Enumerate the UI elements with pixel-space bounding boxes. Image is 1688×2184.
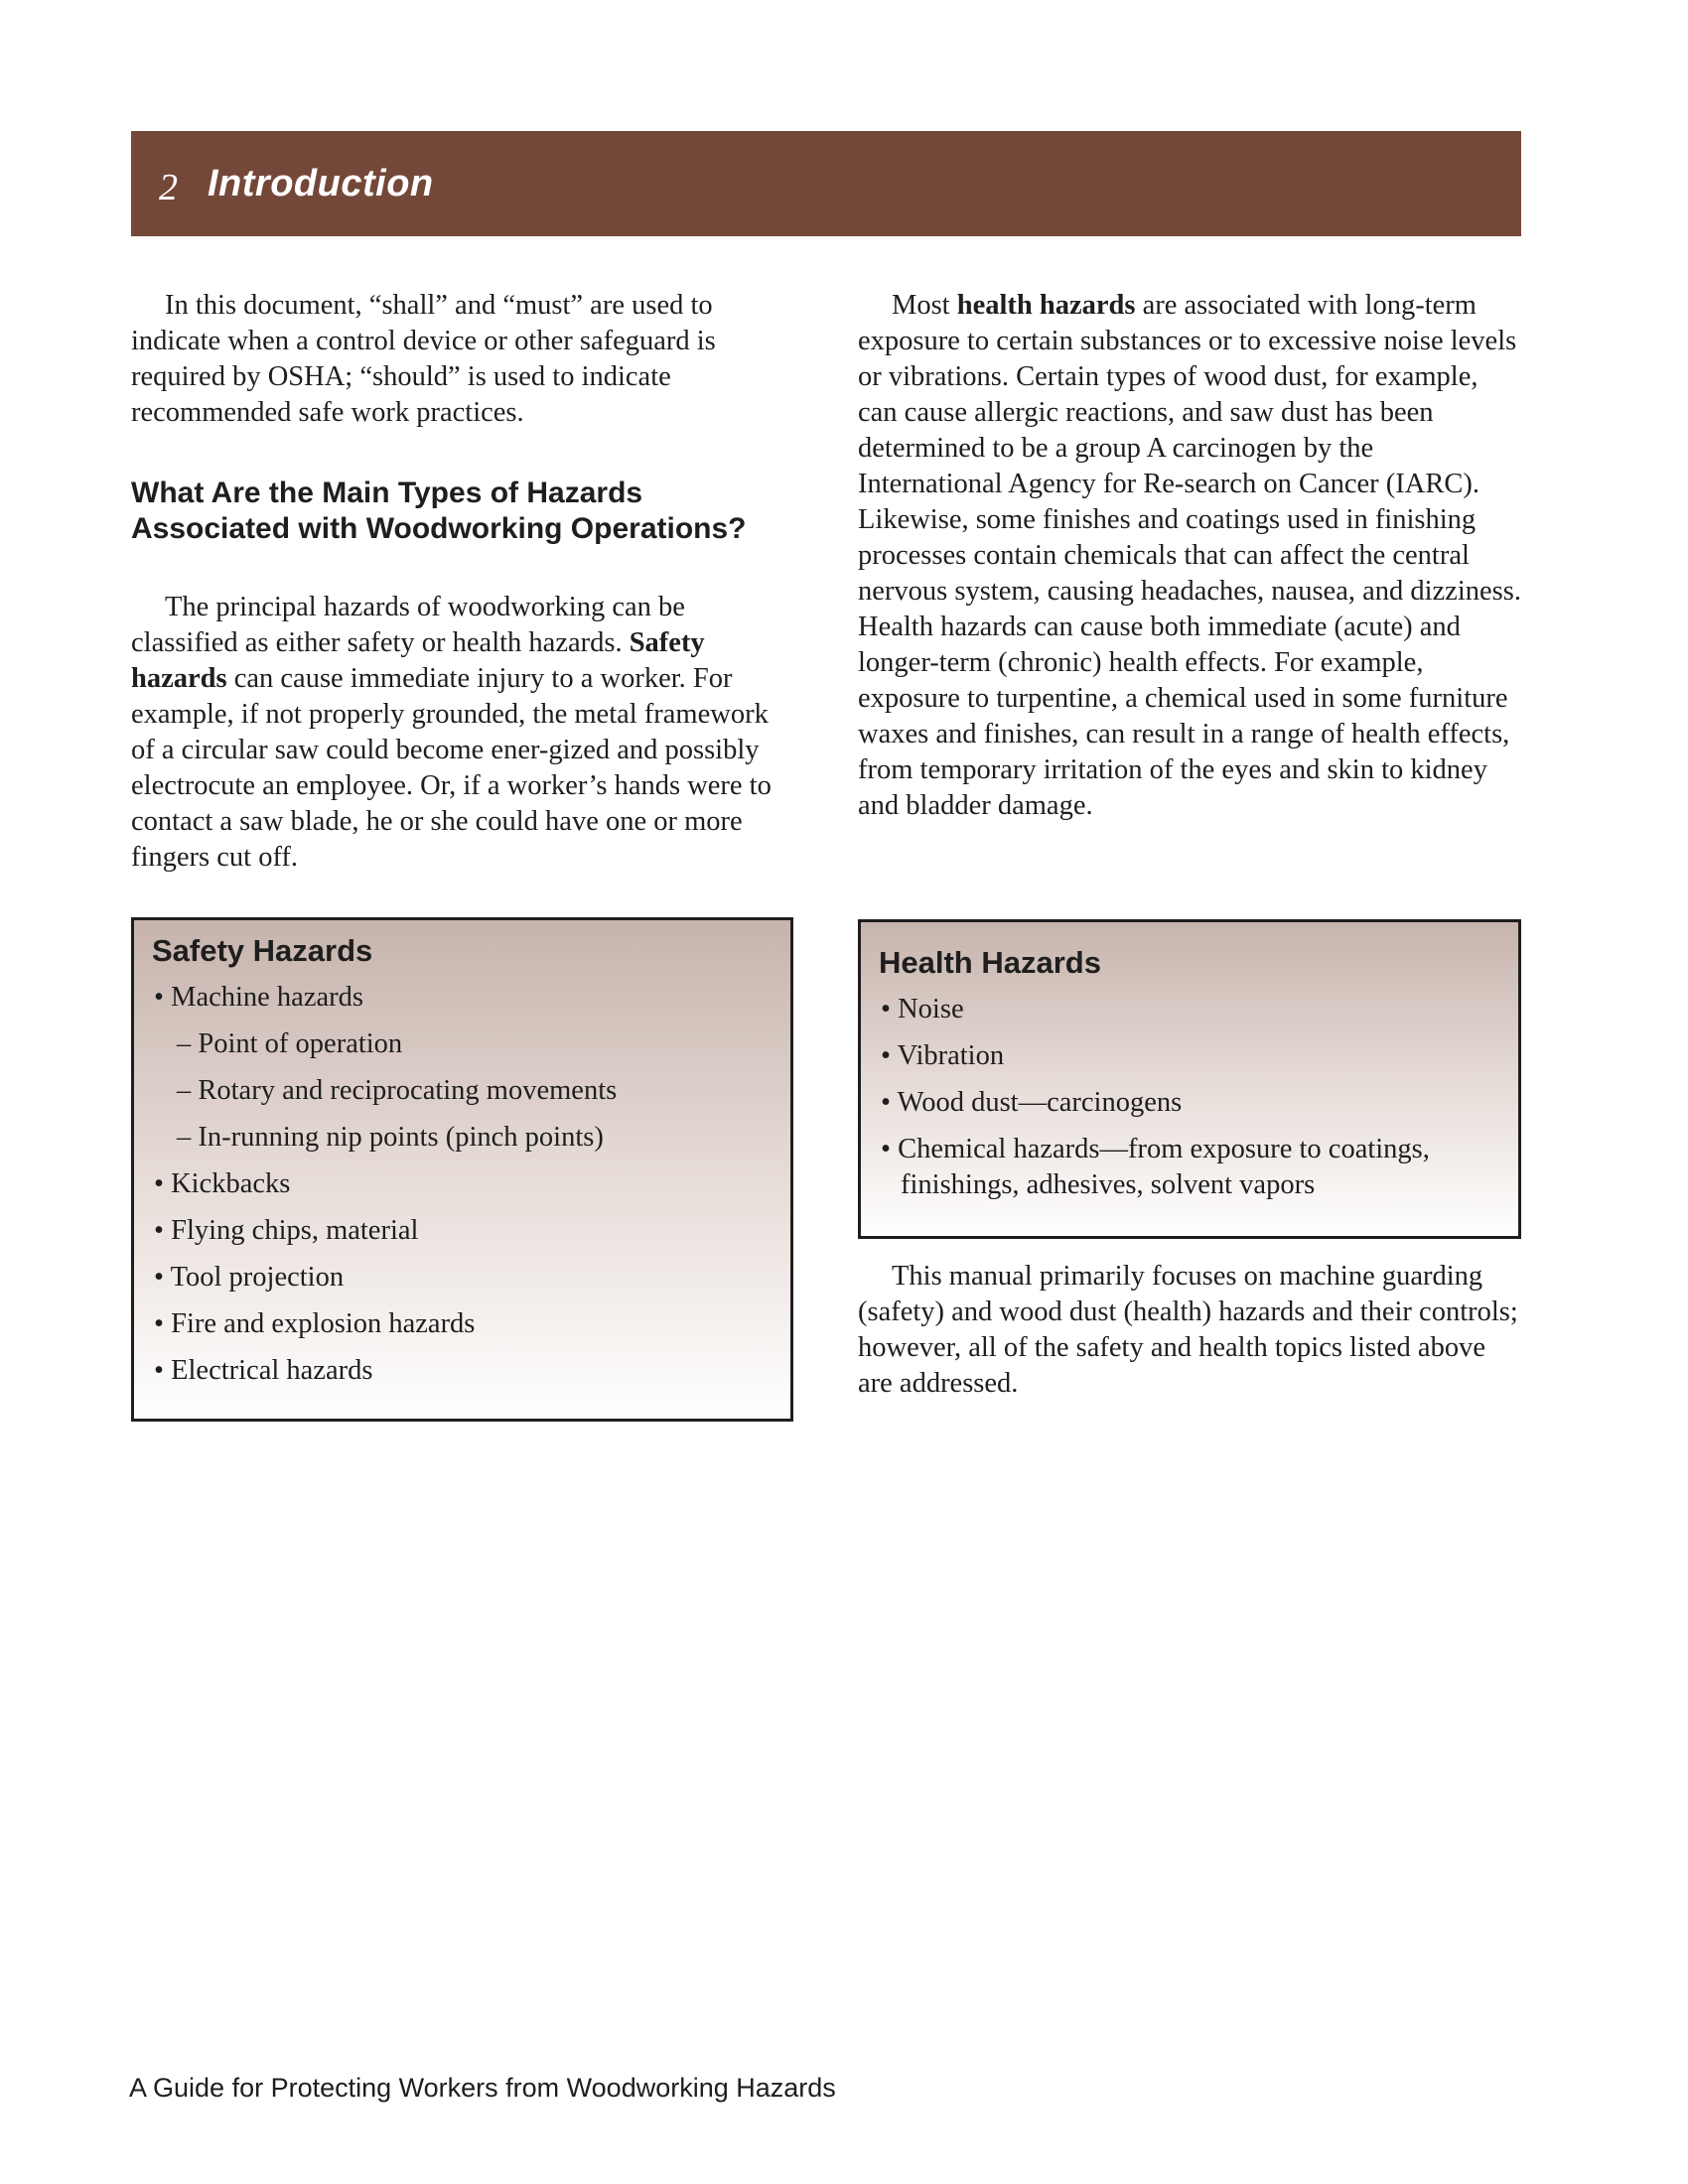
list-item: • Chemical hazards—from exposure to coatings, finishings, adhesives, solvent vapors	[881, 1134, 1430, 1200]
list-sub-item: – In-running nip points (pinch points)	[177, 1122, 604, 1153]
hazards-paragraph-text-2: can cause immediate injury to a worker. For example, if not properly grounded, the metal framework of a circular saw could become ener-gized and possibly electrocute an employee. Or, if a worker’s hands were to contact a saw blade, he or she could have one or more fingers cut off.	[131, 663, 772, 873]
list-item: • Vibration	[881, 1040, 1005, 1071]
closing-paragraph: This manual primarily focuses on machine guarding (safety) and wood dust (health) hazards and their controls; however, all of the safety and health topics listed above are addressed.	[858, 1261, 1518, 1399]
health-hazards-title: Health Hazards	[879, 945, 1101, 980]
list-item: • Wood dust—carcinogens	[881, 1087, 1183, 1118]
list-item: • Kickbacks	[154, 1168, 291, 1199]
section-title: Introduction	[208, 162, 434, 205]
health-hazards-list	[879, 992, 1500, 1203]
list-sub-item: – Point of operation	[177, 1028, 403, 1059]
health-hazards-term: health hazards	[956, 290, 1136, 321]
health-hazards-paragraph	[858, 288, 1521, 824]
left-column	[131, 288, 792, 876]
list-item: • Machine hazards	[154, 982, 363, 1013]
section-header-bar	[131, 131, 1521, 236]
hazard-types-subheading: What Are the Main Types of Hazards Associated with Woodworking Operations?	[131, 477, 747, 545]
health-paragraph-text-1: Most	[892, 290, 957, 321]
safety-hazards-title: Safety Hazards	[152, 933, 373, 968]
health-hazards-box	[858, 919, 1521, 1239]
list-sub-item: – Rotary and reciprocating movements	[177, 1075, 618, 1106]
list-item: • Electrical hazards	[154, 1355, 373, 1386]
intro-paragraph: In this document, “shall” and “must” are used to indicate when a control device or other safeguard is required by OSHA; “should” is used to indicate recommended safe work practices.	[131, 290, 716, 428]
hazards-paragraph-text-1: The principal hazards of woodworking can be classified as either safety or health hazards.	[131, 592, 685, 658]
list-item: • Fire and explosion hazards	[154, 1308, 476, 1339]
list-item: • Flying chips, material	[154, 1215, 419, 1246]
list-item: • Noise	[881, 994, 964, 1024]
safety-hazards-list	[152, 980, 773, 1389]
health-paragraph-text-2: are associated with long-term exposure to certain substances or to excessive noise levels or vibrations. Certain types of wood dust, for example, can cause allergic reactions, and saw dust has been determined to be a group A carcinogen by the International Agency for Re-search on Cancer (IARC). Likewise, some finishes and coatings used in finishing processes contain chemicals that can affect the central nervous system, causing headaches, nausea, and dizziness. Health hazards can cause both immediate (acute) and longer-term (chronic) health effects. For example, exposure to turpentine, a chemical used in some furniture waxes and finishes, can result in a range of health effects, from temporary irritation of the eyes and skin to kidney and bladder damage.	[858, 290, 1521, 821]
hazards-paragraph	[131, 590, 792, 876]
safety-hazards-term: Safety hazards	[131, 627, 705, 694]
safety-hazards-box	[131, 917, 793, 1422]
page-footer: A Guide for Protecting Workers from Woodworking Hazards	[129, 2073, 836, 2103]
closing-section	[858, 1259, 1521, 1402]
page-number: 2	[159, 167, 178, 208]
right-column	[858, 288, 1521, 824]
list-item: • Tool projection	[154, 1262, 345, 1293]
